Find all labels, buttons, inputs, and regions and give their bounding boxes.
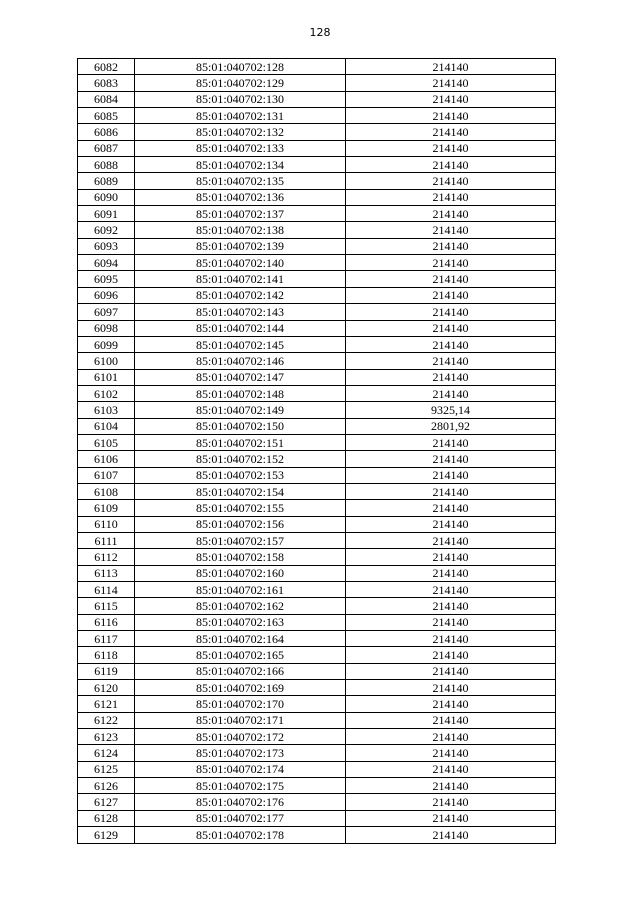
table-row bbox=[78, 532, 556, 548]
value-cell: 214140 bbox=[346, 500, 556, 516]
cadastral-number-cell: 85:01:040702:143 bbox=[135, 304, 346, 320]
value-cell: 2801,92 bbox=[346, 418, 556, 434]
value-cell: 214140 bbox=[346, 369, 556, 385]
value-cell: 214140 bbox=[346, 238, 556, 254]
table-row bbox=[78, 402, 556, 418]
value-cell: 214140 bbox=[346, 75, 556, 91]
row-number-cell: 6102 bbox=[78, 385, 135, 401]
cadastral-number-cell: 85:01:040702:171 bbox=[135, 712, 346, 728]
cadastral-number-cell: 85:01:040702:131 bbox=[135, 108, 346, 124]
cadastral-number-cell: 85:01:040702:134 bbox=[135, 157, 346, 173]
value-cell: 214140 bbox=[346, 778, 556, 794]
row-number-cell: 6098 bbox=[78, 320, 135, 336]
value-cell: 214140 bbox=[346, 206, 556, 222]
cadastral-number-cell: 85:01:040702:142 bbox=[135, 287, 346, 303]
cadastral-number-cell: 85:01:040702:129 bbox=[135, 75, 346, 91]
row-number-cell: 6111 bbox=[78, 532, 135, 548]
value-cell: 214140 bbox=[346, 761, 556, 777]
value-cell: 214140 bbox=[346, 287, 556, 303]
value-cell: 214140 bbox=[346, 549, 556, 565]
table-row bbox=[78, 434, 556, 450]
cadastral-number-cell: 85:01:040702:130 bbox=[135, 91, 346, 107]
row-number-cell: 6116 bbox=[78, 614, 135, 630]
row-number-cell: 6127 bbox=[78, 794, 135, 810]
cadastral-number-cell: 85:01:040702:149 bbox=[135, 402, 346, 418]
row-number-cell: 6097 bbox=[78, 304, 135, 320]
table-row bbox=[78, 287, 556, 303]
table-row bbox=[78, 222, 556, 238]
value-cell: 214140 bbox=[346, 434, 556, 450]
value-cell: 214140 bbox=[346, 565, 556, 581]
table-row bbox=[78, 124, 556, 140]
value-cell: 214140 bbox=[346, 631, 556, 647]
row-number-cell: 6104 bbox=[78, 418, 135, 434]
table-row bbox=[78, 353, 556, 369]
row-number-cell: 6096 bbox=[78, 287, 135, 303]
row-number-cell: 6125 bbox=[78, 761, 135, 777]
value-cell: 214140 bbox=[346, 598, 556, 614]
value-cell: 214140 bbox=[346, 140, 556, 156]
value-cell: 214140 bbox=[346, 255, 556, 271]
value-cell: 214140 bbox=[346, 745, 556, 761]
value-cell: 214140 bbox=[346, 827, 556, 843]
table-row bbox=[78, 663, 556, 679]
table-row bbox=[78, 761, 556, 777]
value-cell: 214140 bbox=[346, 516, 556, 532]
value-cell: 214140 bbox=[346, 582, 556, 598]
cadastral-number-cell: 85:01:040702:150 bbox=[135, 418, 346, 434]
row-number-cell: 6088 bbox=[78, 157, 135, 173]
value-cell: 214140 bbox=[346, 680, 556, 696]
cadastral-number-cell: 85:01:040702:151 bbox=[135, 434, 346, 450]
cadastral-number-cell: 85:01:040702:158 bbox=[135, 549, 346, 565]
cadastral-number-cell: 85:01:040702:132 bbox=[135, 124, 346, 140]
table-row bbox=[78, 810, 556, 826]
value-cell: 214140 bbox=[346, 647, 556, 663]
table-row bbox=[78, 385, 556, 401]
value-cell: 214140 bbox=[346, 532, 556, 548]
row-number-cell: 6129 bbox=[78, 827, 135, 843]
table-row bbox=[78, 271, 556, 287]
value-cell: 9325,14 bbox=[346, 402, 556, 418]
table-row bbox=[78, 794, 556, 810]
row-number-cell: 6083 bbox=[78, 75, 135, 91]
table-row bbox=[78, 320, 556, 336]
row-number-cell: 6118 bbox=[78, 647, 135, 663]
cadastral-number-cell: 85:01:040702:144 bbox=[135, 320, 346, 336]
table-row bbox=[78, 140, 556, 156]
cadastral-number-cell: 85:01:040702:141 bbox=[135, 271, 346, 287]
table-row bbox=[78, 549, 556, 565]
row-number-cell: 6109 bbox=[78, 500, 135, 516]
row-number-cell: 6126 bbox=[78, 778, 135, 794]
cadastral-number-cell: 85:01:040702:169 bbox=[135, 680, 346, 696]
table-row bbox=[78, 369, 556, 385]
cadastral-number-cell: 85:01:040702:139 bbox=[135, 238, 346, 254]
row-number-cell: 6084 bbox=[78, 91, 135, 107]
table-row bbox=[78, 614, 556, 630]
cadastral-number-cell: 85:01:040702:172 bbox=[135, 729, 346, 745]
value-cell: 214140 bbox=[346, 467, 556, 483]
table-row bbox=[78, 680, 556, 696]
row-number-cell: 6106 bbox=[78, 451, 135, 467]
table-row bbox=[78, 598, 556, 614]
value-cell: 214140 bbox=[346, 663, 556, 679]
row-number-cell: 6091 bbox=[78, 206, 135, 222]
table-row bbox=[78, 304, 556, 320]
value-cell: 214140 bbox=[346, 124, 556, 140]
row-number-cell: 6124 bbox=[78, 745, 135, 761]
table-row bbox=[78, 467, 556, 483]
row-number-cell: 6120 bbox=[78, 680, 135, 696]
table-row bbox=[78, 91, 556, 107]
cadastral-number-cell: 85:01:040702:135 bbox=[135, 173, 346, 189]
table-row bbox=[78, 827, 556, 843]
cadastral-number-cell: 85:01:040702:147 bbox=[135, 369, 346, 385]
value-cell: 214140 bbox=[346, 483, 556, 499]
cadastral-number-cell: 85:01:040702:175 bbox=[135, 778, 346, 794]
cadastral-number-cell: 85:01:040702:173 bbox=[135, 745, 346, 761]
value-cell: 214140 bbox=[346, 729, 556, 745]
row-number-cell: 6089 bbox=[78, 173, 135, 189]
cadastral-table bbox=[77, 58, 556, 844]
table-row bbox=[78, 631, 556, 647]
table-row bbox=[78, 483, 556, 499]
row-number-cell: 6082 bbox=[78, 59, 135, 75]
row-number-cell: 6121 bbox=[78, 696, 135, 712]
cadastral-number-cell: 85:01:040702:148 bbox=[135, 385, 346, 401]
cadastral-number-cell: 85:01:040702:163 bbox=[135, 614, 346, 630]
table-row bbox=[78, 59, 556, 75]
value-cell: 214140 bbox=[346, 696, 556, 712]
cadastral-number-cell: 85:01:040702:138 bbox=[135, 222, 346, 238]
value-cell: 214140 bbox=[346, 320, 556, 336]
cadastral-number-cell: 85:01:040702:161 bbox=[135, 582, 346, 598]
cadastral-number-cell: 85:01:040702:128 bbox=[135, 59, 346, 75]
table-row bbox=[78, 516, 556, 532]
page-number: 128 bbox=[309, 26, 331, 39]
row-number-cell: 6119 bbox=[78, 663, 135, 679]
cadastral-number-cell: 85:01:040702:174 bbox=[135, 761, 346, 777]
table-row bbox=[78, 582, 556, 598]
cadastral-number-cell: 85:01:040702:154 bbox=[135, 483, 346, 499]
cadastral-number-cell: 85:01:040702:165 bbox=[135, 647, 346, 663]
value-cell: 214140 bbox=[346, 271, 556, 287]
table-row bbox=[78, 238, 556, 254]
table-row bbox=[78, 696, 556, 712]
row-number-cell: 6100 bbox=[78, 353, 135, 369]
value-cell: 214140 bbox=[346, 91, 556, 107]
row-number-cell: 6128 bbox=[78, 810, 135, 826]
cadastral-number-cell: 85:01:040702:153 bbox=[135, 467, 346, 483]
row-number-cell: 6115 bbox=[78, 598, 135, 614]
row-number-cell: 6101 bbox=[78, 369, 135, 385]
cadastral-number-cell: 85:01:040702:170 bbox=[135, 696, 346, 712]
value-cell: 214140 bbox=[346, 353, 556, 369]
value-cell: 214140 bbox=[346, 157, 556, 173]
cadastral-number-cell: 85:01:040702:176 bbox=[135, 794, 346, 810]
cadastral-number-cell: 85:01:040702:137 bbox=[135, 206, 346, 222]
row-number-cell: 6114 bbox=[78, 582, 135, 598]
cadastral-number-cell: 85:01:040702:177 bbox=[135, 810, 346, 826]
value-cell: 214140 bbox=[346, 712, 556, 728]
table-row bbox=[78, 745, 556, 761]
row-number-cell: 6117 bbox=[78, 631, 135, 647]
row-number-cell: 6092 bbox=[78, 222, 135, 238]
table-row bbox=[78, 75, 556, 91]
table-row bbox=[78, 500, 556, 516]
value-cell: 214140 bbox=[346, 189, 556, 205]
table-row bbox=[78, 173, 556, 189]
row-number-cell: 6094 bbox=[78, 255, 135, 271]
table-row bbox=[78, 255, 556, 271]
value-cell: 214140 bbox=[346, 222, 556, 238]
row-number-cell: 6085 bbox=[78, 108, 135, 124]
row-number-cell: 6087 bbox=[78, 140, 135, 156]
table-row bbox=[78, 712, 556, 728]
table-row bbox=[78, 418, 556, 434]
table-row bbox=[78, 729, 556, 745]
table-row bbox=[78, 206, 556, 222]
value-cell: 214140 bbox=[346, 108, 556, 124]
value-cell: 214140 bbox=[346, 173, 556, 189]
table-row bbox=[78, 157, 556, 173]
value-cell: 214140 bbox=[346, 810, 556, 826]
value-cell: 214140 bbox=[346, 336, 556, 352]
row-number-cell: 6105 bbox=[78, 434, 135, 450]
row-number-cell: 6108 bbox=[78, 483, 135, 499]
cadastral-number-cell: 85:01:040702:164 bbox=[135, 631, 346, 647]
cadastral-number-cell: 85:01:040702:155 bbox=[135, 500, 346, 516]
table-row bbox=[78, 778, 556, 794]
row-number-cell: 6103 bbox=[78, 402, 135, 418]
value-cell: 214140 bbox=[346, 304, 556, 320]
value-cell: 214140 bbox=[346, 614, 556, 630]
row-number-cell: 6107 bbox=[78, 467, 135, 483]
table-row bbox=[78, 451, 556, 467]
table-row bbox=[78, 108, 556, 124]
cadastral-number-cell: 85:01:040702:140 bbox=[135, 255, 346, 271]
cadastral-number-cell: 85:01:040702:160 bbox=[135, 565, 346, 581]
cadastral-number-cell: 85:01:040702:152 bbox=[135, 451, 346, 467]
table-row bbox=[78, 336, 556, 352]
table-row bbox=[78, 189, 556, 205]
table-row bbox=[78, 647, 556, 663]
row-number-cell: 6095 bbox=[78, 271, 135, 287]
cadastral-number-cell: 85:01:040702:145 bbox=[135, 336, 346, 352]
row-number-cell: 6110 bbox=[78, 516, 135, 532]
value-cell: 214140 bbox=[346, 451, 556, 467]
cadastral-number-cell: 85:01:040702:146 bbox=[135, 353, 346, 369]
cadastral-number-cell: 85:01:040702:162 bbox=[135, 598, 346, 614]
cadastral-number-cell: 85:01:040702:156 bbox=[135, 516, 346, 532]
table-body bbox=[78, 59, 556, 844]
row-number-cell: 6086 bbox=[78, 124, 135, 140]
row-number-cell: 6099 bbox=[78, 336, 135, 352]
row-number-cell: 6090 bbox=[78, 189, 135, 205]
cadastral-number-cell: 85:01:040702:178 bbox=[135, 827, 346, 843]
row-number-cell: 6112 bbox=[78, 549, 135, 565]
value-cell: 214140 bbox=[346, 794, 556, 810]
row-number-cell: 6113 bbox=[78, 565, 135, 581]
table-row bbox=[78, 565, 556, 581]
cadastral-number-cell: 85:01:040702:136 bbox=[135, 189, 346, 205]
row-number-cell: 6122 bbox=[78, 712, 135, 728]
cadastral-number-cell: 85:01:040702:133 bbox=[135, 140, 346, 156]
cadastral-number-cell: 85:01:040702:166 bbox=[135, 663, 346, 679]
cadastral-number-cell: 85:01:040702:157 bbox=[135, 532, 346, 548]
value-cell: 214140 bbox=[346, 385, 556, 401]
value-cell: 214140 bbox=[346, 59, 556, 75]
row-number-cell: 6093 bbox=[78, 238, 135, 254]
row-number-cell: 6123 bbox=[78, 729, 135, 745]
